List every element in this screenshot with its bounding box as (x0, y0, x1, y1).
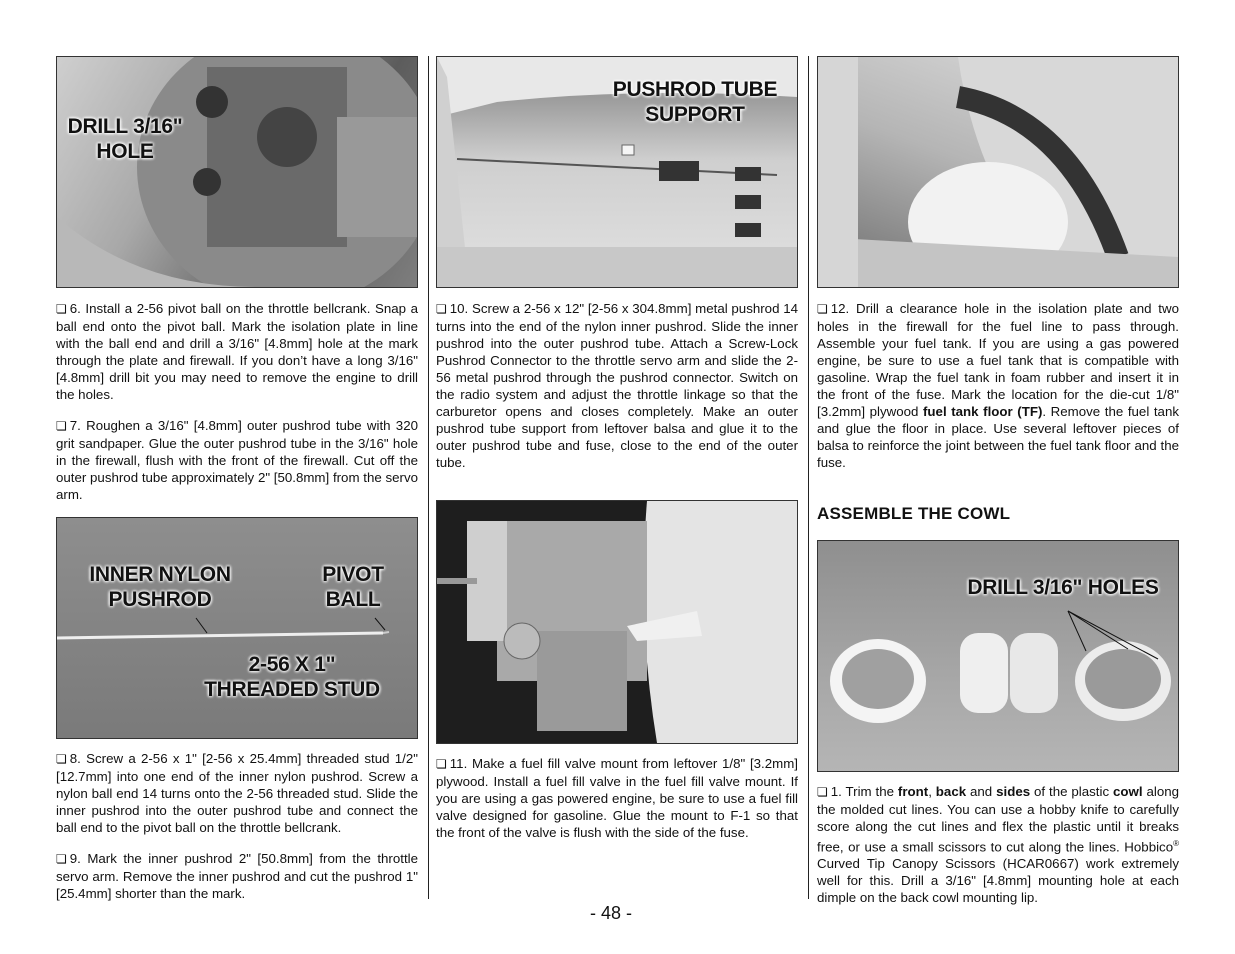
part-name: fuel tank floor (TF) (923, 404, 1043, 419)
photo-fuel-tank (817, 56, 1179, 288)
photo-caption: PUSHROD TUBE SUPPORT (612, 78, 778, 126)
photo-caption: DRILL 3/16" HOLE (67, 115, 183, 163)
checkbox-icon[interactable]: ❏ (436, 302, 447, 316)
step-10: ❏ 10. Screw a 2-56 x 12" [2-56 x 304.8mm] metal pushrod 14 turns into the end of the nylon inner pushrod. Slide the inner pushrod into the outer pushrod tube. Attach a Screw-Lock Pushrod Connector to the throttle servo arm and slide the 2-56 metal pushrod through the pushrod connector. Switch on the radio system and adjust the throttle linkage so that the carburetor opens and closes completely. Make an outer pushrod tube support from leftover balsa and glue it to the outer pushrod tube and fuse, close to the end of the outer tube. (436, 301, 798, 470)
checkbox-icon[interactable]: ❏ (436, 757, 447, 771)
step-11: ❏ 11. Make a fuel fill valve mount from leftover 1/8" [3.2mm] plywood. Install a fuel fill valve in the fuel fill valve mount. If you are using a gas powered engine, be sure to use a fuel fill valve designed for gasoline. Glue the mount to F-1 so that the front of the valve is flush with the side of the fuse. (436, 756, 798, 840)
column-divider (428, 56, 429, 899)
page-number: - 48 - (590, 903, 633, 923)
pushrod-illustration (57, 518, 417, 738)
photo-caption: INNER NYLON PUSHROD (89, 563, 231, 611)
step-7: ❏ 7. Roughen a 3/16" [4.8mm] outer pushrod tube with 320 grit sandpaper. Glue the outer pushrod tube in the 3/16" hole in the firewall, flush with the front of the firewall. Cut off the outer pushrod tube approximately 2" [50.8mm] from the servo arm. (56, 418, 418, 502)
checkbox-icon[interactable]: ❏ (56, 752, 67, 766)
fuel-tank-illustration (818, 57, 1178, 287)
step-9: ❏ 9. Mark the inner pushrod 2" [50.8mm] from the throttle servo arm. Remove the inner pushrod and cut the pushrod 1" [25.4mm] shorter than the mark. (56, 851, 418, 901)
section-heading: ASSEMBLE THE COWL (817, 504, 1011, 523)
photo-caption: 2-56 X 1" THREADED STUD (204, 653, 380, 701)
checkbox-icon[interactable]: ❏ (817, 302, 828, 316)
step-8: ❏ 8. Screw a 2-56 x 1" [2-56 x 25.4mm] threaded stud 1/2" [12.7mm] into one end of the inner nylon pushrod. Screw a nylon ball end 14 turns onto the 2-56 threaded stud. Slide the inner pushrod into the outer pushrod tube and connect the ball end to the pivot ball on the throttle bellcrank. (56, 751, 418, 835)
checkbox-icon[interactable]: ❏ (817, 785, 828, 799)
photo-engine-fuel-valve (436, 500, 798, 744)
column-divider (808, 56, 809, 899)
registered-mark: ® (1173, 839, 1179, 848)
step-1-cowl: ❏ 1. Trim the front, back and sides of the plastic cowl along the molded cut lines. You can use a hobby knife to carefully score along the cut lines and flex the plastic until it breaks free, or use a small scissors to cut along the lines. Hobbico® Curved Tip Canopy Scissors (HCAR0667) work extremely well for this. Drill a 3/16" [4.8mm] mounting hole at each dimple on the back cowl mounting lip. (817, 784, 1180, 906)
photo-caption: PIVOT BALL (322, 563, 384, 611)
checkbox-icon[interactable]: ❏ (56, 302, 67, 316)
checkbox-icon[interactable]: ❏ (56, 852, 67, 866)
checkbox-icon[interactable]: ❏ (56, 419, 67, 433)
photo-engine-bellcrank (56, 56, 418, 288)
photo-cowl-parts (817, 540, 1179, 772)
photo-caption: DRILL 3/16" HOLES (967, 576, 1159, 599)
engine-side-illustration (437, 501, 797, 743)
engine-illustration (57, 57, 417, 287)
photo-fuselage-interior (436, 56, 798, 288)
step-12: ❏ 12. Drill a clearance hole in the isolation plate and two holes in the firewall for the fuel line to pass through. Assemble your fuel tank. If you are using a gas powered engine, be sure to use a fuel tank that is compatible with gasoline. Wrap the fuel tank in foam rubber and insert it in the front of the fuse. Mark the location for the die-cut 1/8" [3.2mm] plywood fuel tank floor (TF). Remove the fuel tank and glue the floor in place. Use several leftover pieces of balsa to reinforce the joint between the fuel tank floor and the fuse. (817, 301, 1180, 470)
step-6: ❏ 6. Install a 2-56 pivot ball on the throttle bellcrank. Snap a ball end onto the pivot ball. Mark the isolation plate in line with the ball end and drill a 3/16" [4.8mm] hole at the mark through the plate and firewall. If you don’t have a long 3/16" [4.8mm] drill bit you may need to remove the engine to drill the holes. (56, 301, 418, 402)
photo-pushrod (56, 517, 418, 739)
